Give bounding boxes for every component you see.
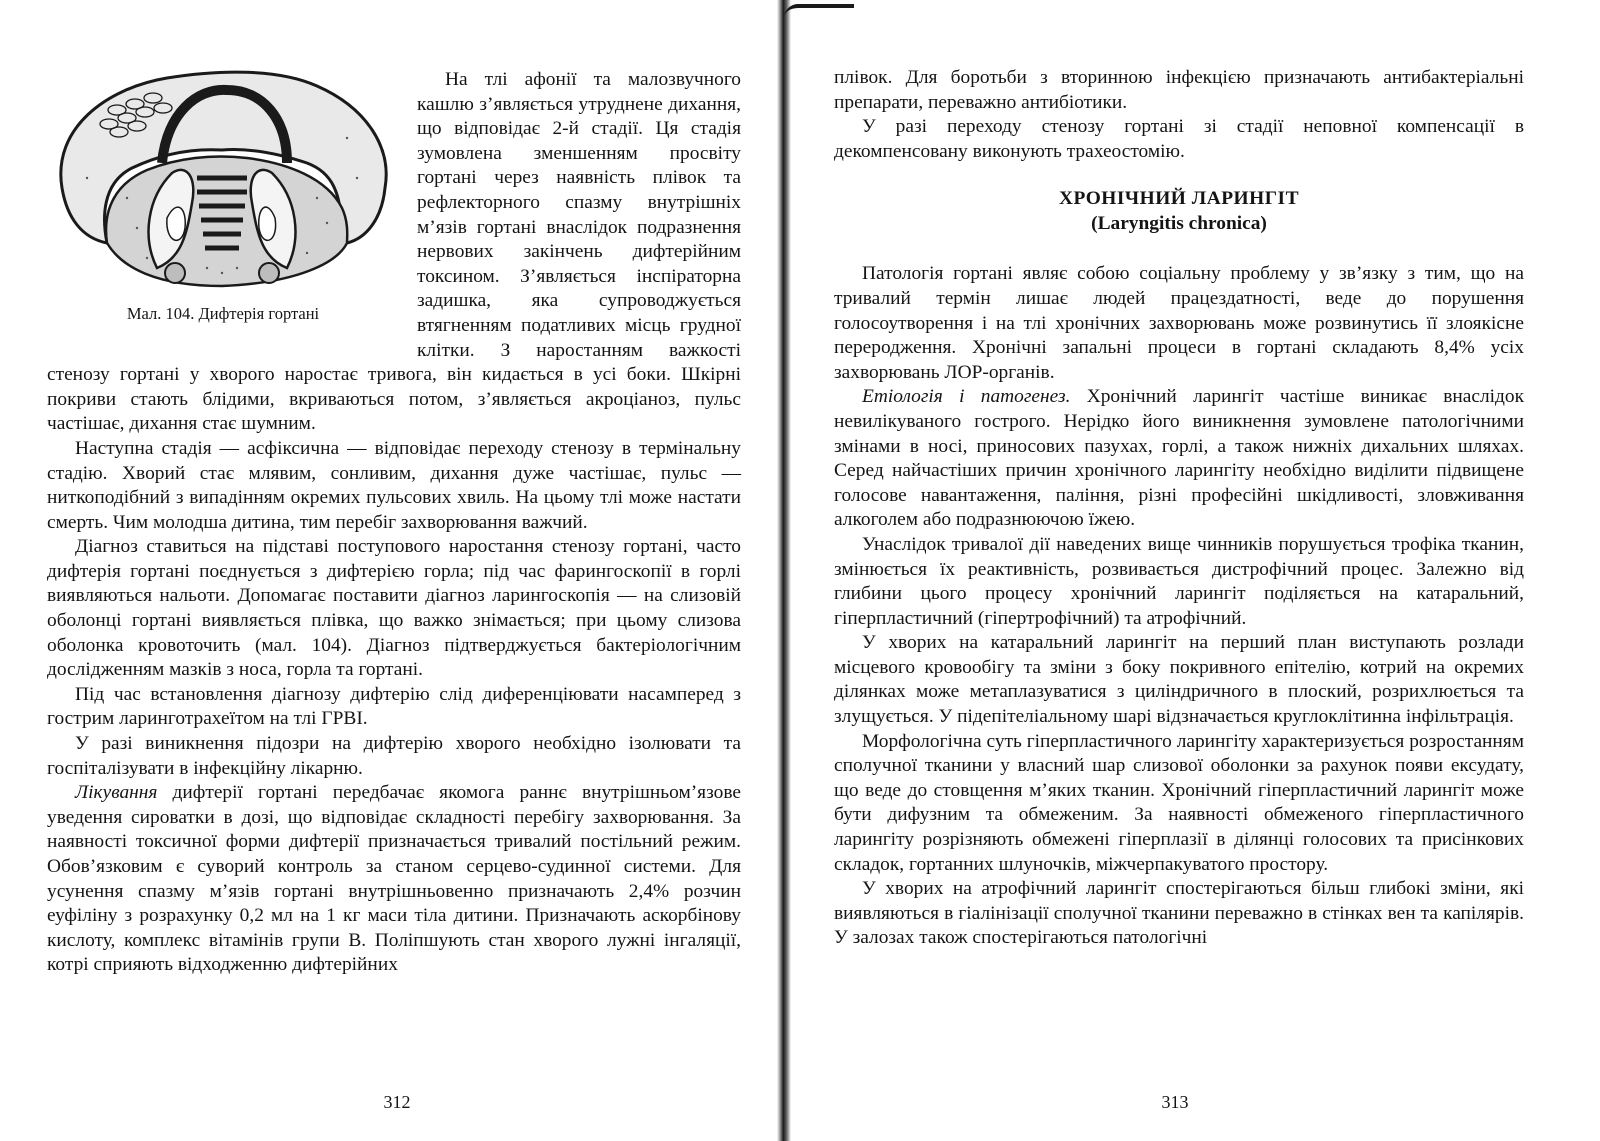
- right-page-text: [834, 66, 1524, 951]
- section-heading: [834, 186, 1524, 236]
- page-number-right: 313: [1161, 1092, 1189, 1112]
- section-title: ХРОНІЧНИЙ ЛАРИНГІТ: [1058, 188, 1300, 210]
- paragraph: Морфологічна суть гіперпластичного ларингіту характеризується розростанням сполучної тканини у власний шар слизової оболонки за рахунок появи ексудату, що веде до стовщення м’яких тканин. Хронічний гіперпластичний ларингіт може бути дифузним та обмеженим. За наявності обмеженого гіперпластичного ларингіту розрізняють обмежені гіперплазії в ділянці голосових та присінкових складок, гортанних шлуночків, міжчерпакуватого простору.: [834, 730, 1524, 875]
- paragraph: Під час встановлення діагнозу дифтерію слід диференціювати насамперед з гострим ларинготрахеїтом на тлі ГРВІ.: [47, 683, 741, 730]
- paragraph-continued: плівок. Для боротьби з вторинною інфекцією призначають антибактеріальні препарати, переважно антибіотики.: [834, 67, 1524, 113]
- paragraph: Діагноз ставиться на підставі поступового наростання стенозу гортані, часто дифтерія гортані поєднується з дифтерією горла; під час фарингоскопії в горлі виявляються нальоти. Допомагає поставити діагноз ларингоскопія — на слизовій оболонці гортані виявляється плівка, що важко знімається; при цьому слизова оболонка кровоточить (мал. 104). Діагноз підтверджується бактеріологічним дослідженням мазків з носа, горла та гортані.: [47, 536, 741, 681]
- paragraph: [834, 385, 1524, 533]
- paragraph: У хворих на катаральний ларингіт на перший план виступають розлади місцевого кровообігу та зміни з боку покривного епітелію, котрий на окремих ділянках може метаплазуватися з циліндричного в плоский, розрихлюється та злущується. У підепітеліальному шарі відзначається круглоклітинна інфільтрація.: [834, 632, 1524, 728]
- emphasis-term: Лікування: [75, 782, 158, 804]
- paragraph-body: дифтерії гортані передбачає якомога раннє внутрішньом’язове уведення сироватки в дозі, що відповідає складності перебігу захворювання. За наявності токсичної форми дифтерії призначається тривалий постільний режим. Обов’язковим є суворий контроль за станом серцево-судинної системи. Для усунення спазму м’язів гортані внутрішньовенно призначають 2,4% розчин еуфіліну з розрахунку 0,2 мл на 1 кг маси тіла дитини. Призначають аскорбінову кислоту, комплекс вітамінів групи В. Поліпшують стан хворого лужні інгаляції, котрі сприяють відходженню дифтерійних: [47, 782, 741, 976]
- paragraph: У разі виникнення підозри на дифтерію хворого необхідно ізолювати та госпіталізувати в інфекційну лікарню.: [47, 733, 741, 779]
- paragraph: У разі переходу стенозу гортані зі стадії неповної компенсації в декомпенсовану виконують трахеостомію.: [834, 116, 1524, 162]
- left-page: [0, 0, 780, 1141]
- larynx-diphtheria-illustration-icon: [47, 68, 399, 298]
- emphasis-term: Етіологія і патогенез.: [862, 386, 1071, 408]
- paragraph: У хворих на атрофічний ларингіт спостерігаються більш глибокі зміни, які виявляються в гіалінізації сполучної тканини переважно в стінках вен та капілярів. У залозах також спостерігаються патологічні: [834, 878, 1524, 949]
- paragraph: Наступна стадія — асфіксична — відповідає переходу стенозу в термінальну стадію. Хворий стає млявим, сонливим, дихання дуже частішає, пульс — ниткоподібний з випадінням окремих пульсових хвиль. На цьому тлі може настати смерть. Чим молодша дитина, тим перебіг захворювання важчий.: [47, 437, 741, 533]
- right-page: [782, 0, 1600, 1141]
- section-subtitle: (Laryngitis chronica): [1091, 213, 1267, 235]
- page-number-left: 312: [383, 1092, 411, 1112]
- paragraph: Патологія гортані являє собою соціальну проблему у зв’язку з тим, що на тривалий термін лишає людей працездатності, веде до порушення голосоутворення і на тлі хронічних захворювань може розвинутись її злоякісне переродження. Хронічні запальні процеси в гортані складають 8,4% усіх захворювань ЛОР-органів.: [834, 263, 1524, 383]
- figure-larynx-diphtheria: [47, 68, 399, 340]
- left-page-text: [47, 68, 741, 978]
- paragraph-body: Хронічний ларингіт частіше виникає внаслідок невилікуваного гострого. Нерідко його виникнення зумовлене патологічними змінами в носі, приносових пазухах, горлі, а також нижніх дихальних шляхах. Серед найчастіших причин хронічного ларингіту необхідно виділити підвищене голосове навантаження, паління, різні професійні шкідливості, зловживання алкоголем або подразнюючою їжею.: [834, 386, 1525, 531]
- paragraph: [47, 781, 741, 978]
- figure-caption: Мал. 104. Дифтерія гортані: [126, 304, 320, 323]
- paragraph: На тлі афонії та малозвучного кашлю з’являється утруднене дихання, що відповідає 2-й стадії. Ця стадія зумовлена зменшенням просвіту гортані через наявність плівок та рефлекторного спазму внутрішніх м’язів гортані внаслідок подразнення нервових закінчень дифтерійним токсином. З’являється інспіраторна задишка, яка супроводжується втягненням податливих місць грудної клітки. З наростанням важкості стенозу гортані у хворого наростає тривога, він кидається в усі боки. Шкірні покриви стають блідими, вкриваються потом, з’являється акроціаноз, пульс частішає, дихання стає шумним.: [47, 69, 741, 435]
- paragraph: Унаслідок тривалої дії наведених вище чинників порушується трофіка тканин, змінюється їх реактивність, розвивається дистрофічний процес. Залежно від глибини цього процесу хронічний ларингіт поділяється на катаральний, гіперпластичний (гіпертрофічний) та атрофічний.: [834, 533, 1524, 629]
